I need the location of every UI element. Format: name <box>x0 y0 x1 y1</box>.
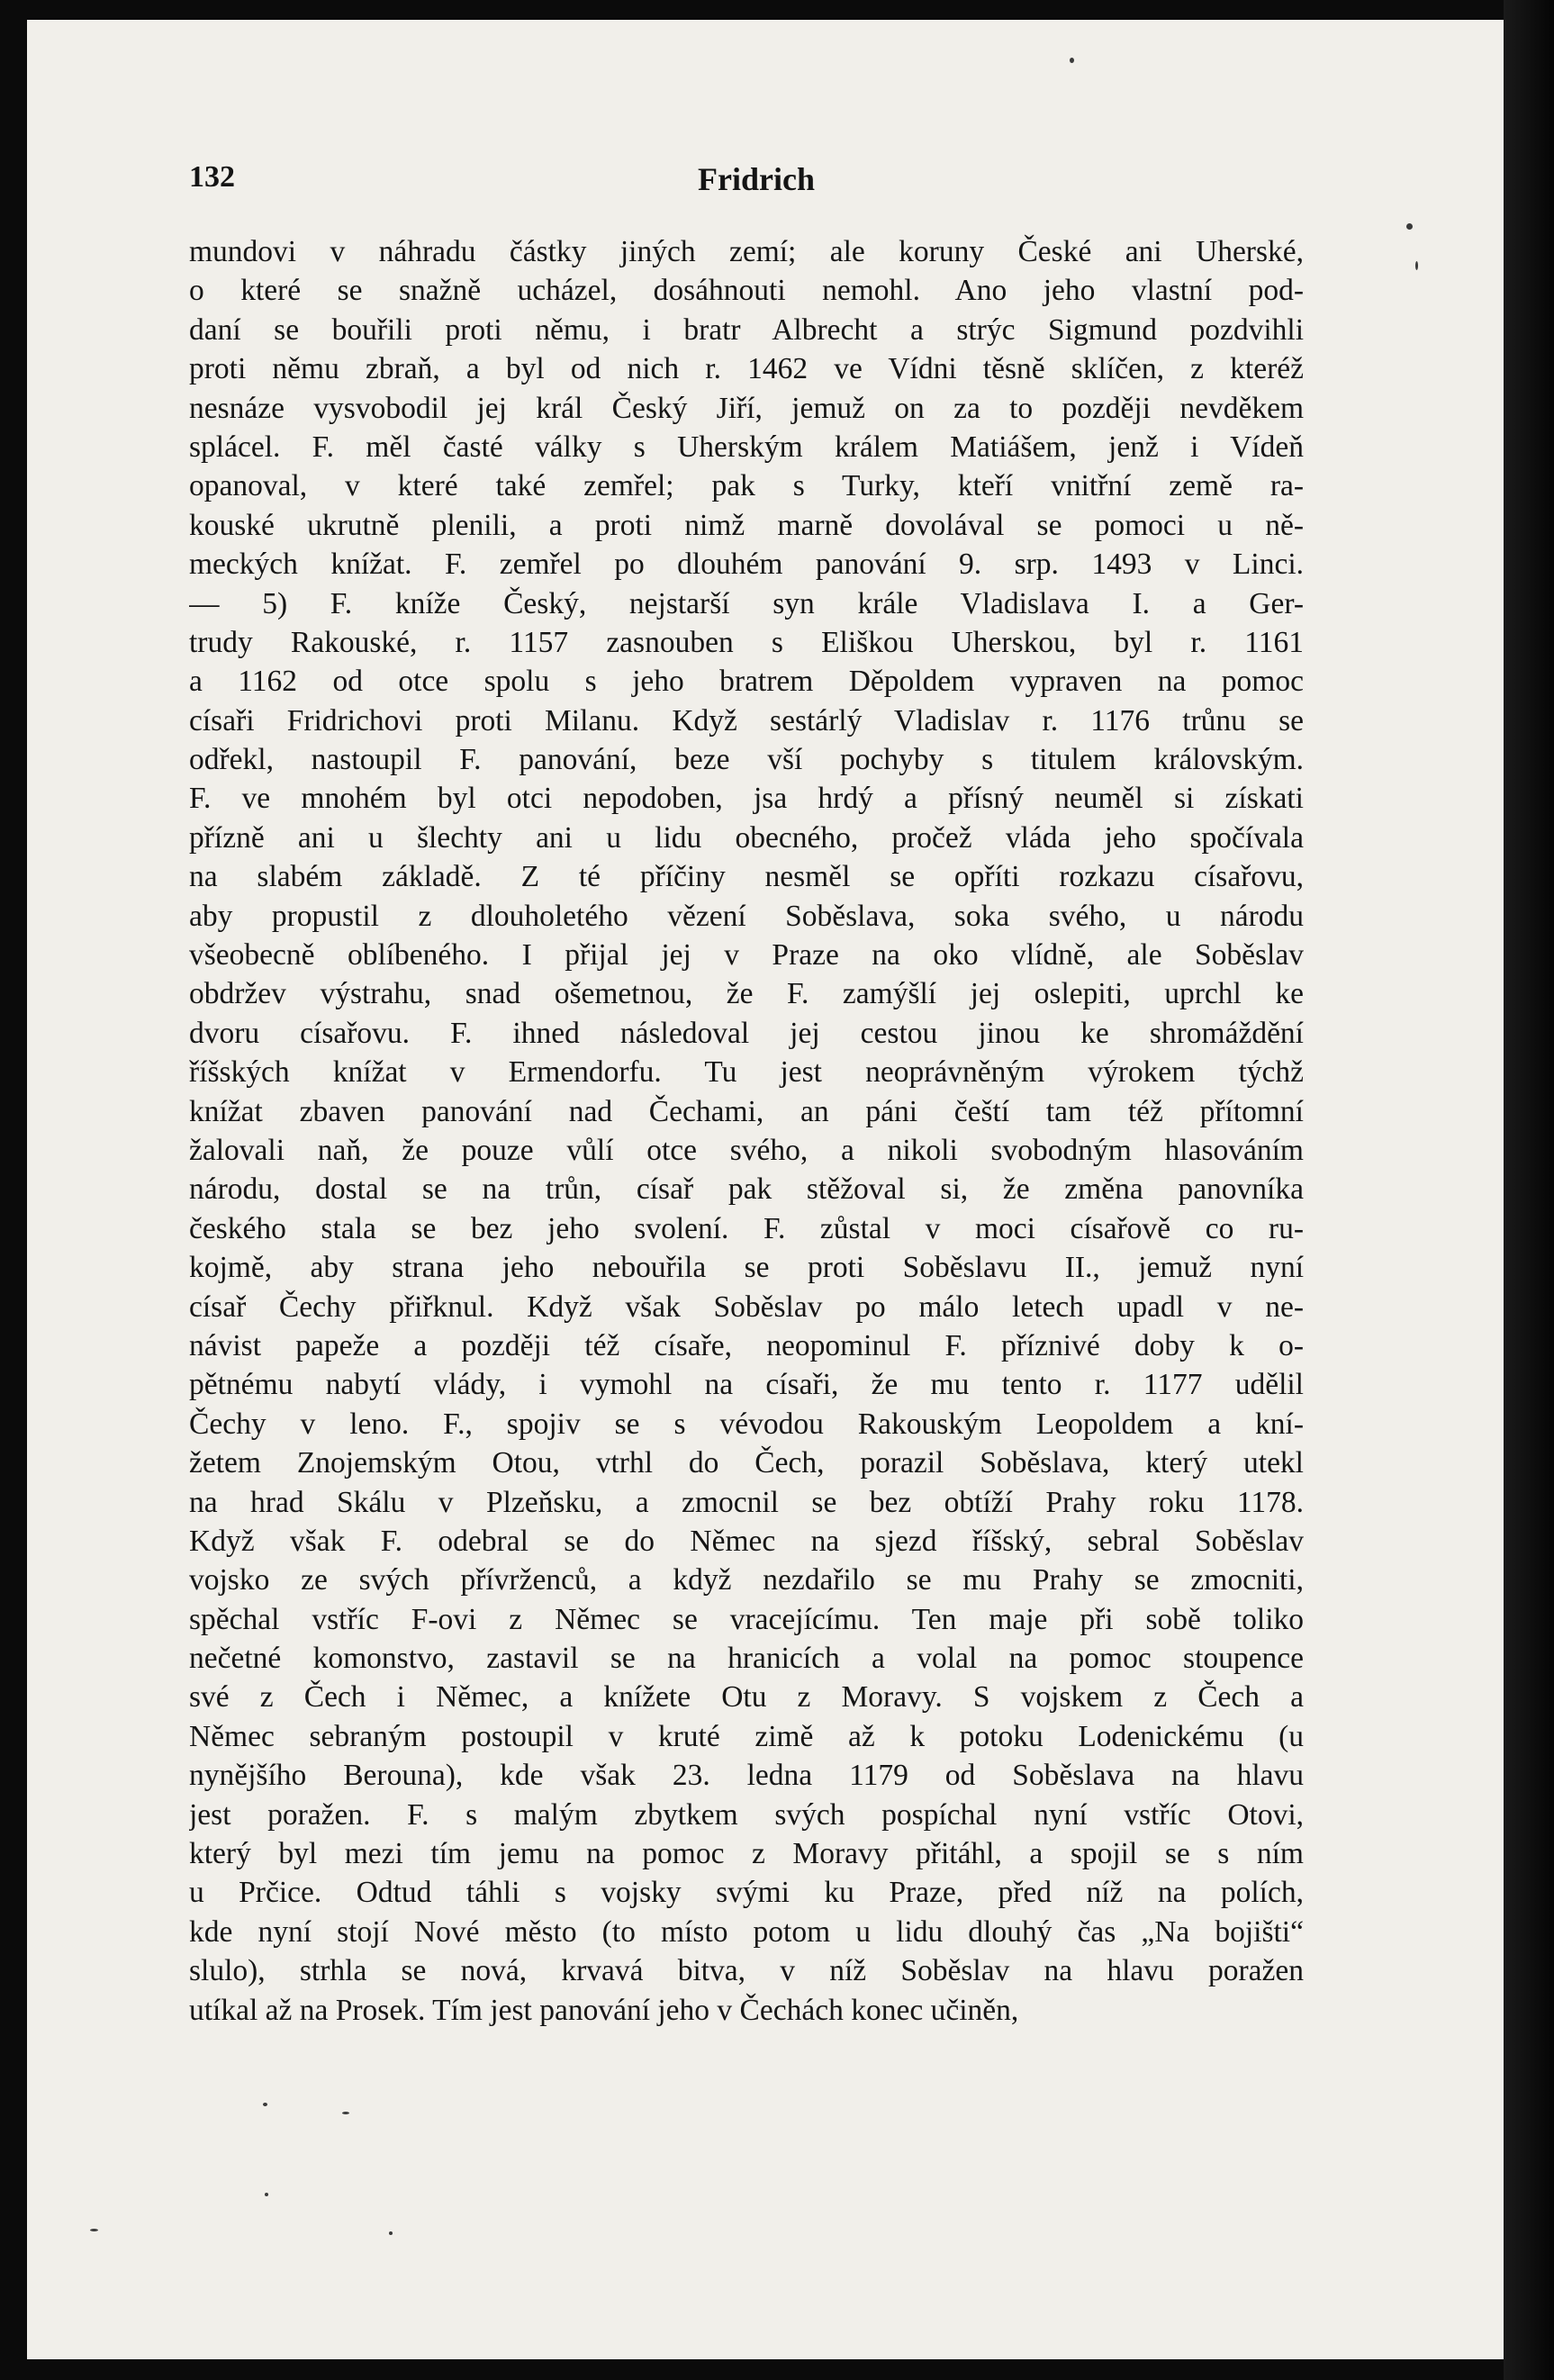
text-line: nynějšího Berouna), kde však 23. ledna 1179 od Soběslava na hlavu <box>189 1759 1304 1793</box>
text-line: všeobecně oblíbeného. I přijal jej v Praze na oko vlídně, ale Soběslav <box>189 938 1304 973</box>
text-line: na hrad Skálu v Plzeňsku, a zmocnil se bez obtíží Prahy roku 1178. <box>189 1485 1304 1519</box>
text-line: národu, dostal se na trůn, císař pak stěžoval si, že změna panovníka <box>189 1172 1304 1207</box>
text-line: aby propustil z dlouholetého vězení Soběslava, soka svého, u národu <box>189 899 1304 933</box>
text-line: opanoval, v které také zemřel; pak s Turky, kteří vnitřní země ra- <box>189 469 1304 503</box>
text-line: císař Čechy přiřknul. Když však Soběslav po málo letech upadl v ne- <box>189 1290 1304 1324</box>
running-title: Fridrich <box>698 161 815 197</box>
text-line: u Prčice. Odtud táhli s vojsky svými ku Praze, před níž na polích, <box>189 1876 1304 1910</box>
text-line: knížat zbaven panování nad Čechami, an páni čeští tam též přítomní <box>189 1094 1304 1128</box>
text-line: Němec sebraným postoupil v kruté zimě až k potoku Lodenickému (u <box>189 1719 1304 1753</box>
text-line: — 5) F. kníže Český, nejstarší syn krále Vladislava I. a Ger- <box>189 586 1304 620</box>
text-line: dvoru císařovu. F. ihned následoval jej cestou jinou ke shromáždění <box>189 1016 1304 1050</box>
page-number: 132 <box>189 160 235 194</box>
text-line: mundovi v náhradu částky jiných zemí; ale koruny České ani Uherské, <box>189 235 1304 268</box>
dust-speck <box>342 2112 349 2114</box>
body-text <box>189 232 1304 2030</box>
text-line: návist papeže a později též císaře, neopominul F. příznivé doby k o- <box>189 1328 1304 1362</box>
dust-speck <box>90 2229 98 2231</box>
text-line: říšských knížat v Ermendorfu. Tu jest neoprávněným výrokem týchž <box>189 1055 1304 1090</box>
text-line: proti němu zbraň, a byl od nich r. 1462 ve Vídni těsně sklíčen, z kteréž <box>189 352 1304 386</box>
dust-speck <box>265 2193 268 2196</box>
text-line: císaři Fridrichovi proti Milanu. Když sestárlý Vladislav r. 1176 trůnu se <box>189 703 1304 738</box>
text-line: žetem Znojemským Otou, vtrhl do Čech, porazil Soběslava, který utekl <box>189 1446 1304 1480</box>
text-line: který byl mezi tím jemu na pomoc z Moravy přitáhl, a spojil se s ním <box>189 1837 1304 1871</box>
dust-speck <box>1406 223 1413 230</box>
dust-speck <box>389 2231 393 2235</box>
dust-speck <box>263 2103 267 2106</box>
text-line: nesnáze vysvobodil jej král Český Jiří, jemuž on za to později nevděkem <box>189 391 1304 425</box>
text-line: své z Čech i Němec, a knížete Otu z Moravy. S vojskem z Čech a <box>189 1680 1304 1715</box>
text-line: kojmě, aby strana jeho nebouřila se proti Soběslavu II., jemuž nyní <box>189 1251 1304 1285</box>
text-line: spěchal vstříc F-ovi z Němec se vracejícímu. Ten maje při sobě toliko <box>189 1602 1304 1636</box>
text-line: slulo), strhla se nová, krvavá bitva, v níž Soběslav na hlavu poražen <box>189 1954 1304 1988</box>
dust-speck <box>1415 261 1418 270</box>
text-line: F. ve mnohém byl otci nepodoben, jsa hrdý a přísný neuměl si získati <box>189 782 1304 816</box>
text-line: Když však F. odebral se do Němec na sjezd říšský, sebral Soběslav <box>189 1524 1304 1558</box>
text-line: o které se snažně ucházel, dosáhnouti nemohl. Ano jeho vlastní pod- <box>189 274 1304 308</box>
scan-border-right <box>1504 0 1554 2380</box>
text-line: daní se bouřili proti němu, i bratr Albrecht a strýc Sigmund pozdvihli <box>189 312 1304 347</box>
dust-speck <box>1070 58 1074 63</box>
text-line: splácel. F. měl časté války s Uherským králem Matiášem, jenž i Vídeň <box>189 430 1304 464</box>
text-line: odřekl, nastoupil F. panování, beze vší pochyby s titulem královským. <box>189 743 1304 777</box>
text-line: kouské ukrutně plenili, a proti nimž marně dovolával se pomoci u ně- <box>189 508 1304 542</box>
text-line: vojsko ze svých přívrženců, a když nezdařilo se mu Prahy se zmocniti, <box>189 1563 1304 1597</box>
text-line: na slabém základě. Z té příčiny nesměl se opříti rozkazu císařovu, <box>189 860 1304 894</box>
text-line: a 1162 od otce spolu s jeho bratrem Děpoldem vypraven na pomoc <box>189 665 1304 699</box>
text-line: Čechy v leno. F., spojiv se s vévodou Rakouským Leopoldem a kní- <box>189 1407 1304 1441</box>
text-line: českého stala se bez jeho svolení. F. zůstal v moci císařově co ru- <box>189 1211 1304 1245</box>
text-line: pětnému nabytí vlády, i vymohl na císaři, že mu tento r. 1177 udělil <box>189 1368 1304 1402</box>
text-line: přízně ani u šlechty ani u lidu obecného, pročež vláda jeho spočívala <box>189 820 1304 855</box>
text-line: meckých knížat. F. zemřel po dlouhém panování 9. srp. 1493 v Linci. <box>189 547 1304 582</box>
text-line: kde nyní stojí Nové město (to místo potom u lidu dlouhý čas „Na bojišti“ <box>189 1914 1304 1949</box>
text-line: trudy Rakouské, r. 1157 zasnouben s Eliškou Uherskou, byl r. 1161 <box>189 625 1304 659</box>
text-line: obdržev výstrahu, snad ošemetnou, že F. zamýšlí jej oslepiti, uprchl ke <box>189 977 1304 1011</box>
text-line: žalovali naň, že pouze vůlí otce svého, a nikoli svobodným hlasováním <box>189 1133 1304 1167</box>
text-line: utíkal až na Prosek. Tím jest panování jeho v Čechách konec učiněn, <box>189 1993 1019 2027</box>
page-header <box>162 160 1351 205</box>
text-line: jest poražen. F. s malým zbytkem svých pospíchal nyní vstříc Otovi, <box>189 1797 1304 1832</box>
text-line: nečetné komonstvo, zastavil se na hranicích a volal na pomoc stoupence <box>189 1642 1304 1676</box>
